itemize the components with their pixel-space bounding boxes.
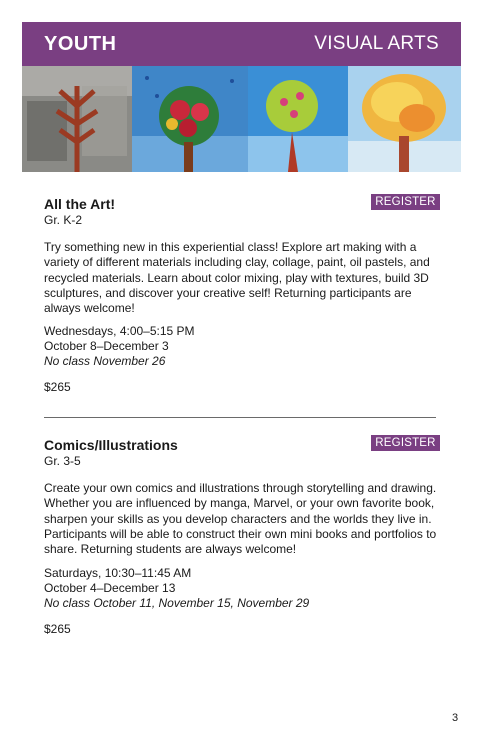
- register-button[interactable]: REGISTER: [371, 435, 440, 451]
- section-divider: [44, 417, 436, 418]
- section-banner: [22, 22, 461, 66]
- course-description: Create your own comics and illustrations through storytelling and drawing. Whether you are influenced by manga, Marvel, or your own favorite book, sharpen your skills as you develop characters and the worlds they live in. Participants will be able to construct their own mini books and portfolios to share. Returning students are always welcome!: [44, 481, 437, 557]
- course-no-class-note: No class November 26: [44, 354, 166, 368]
- page-number: 3: [452, 712, 459, 724]
- course-schedule-dates: October 8–December 3: [44, 339, 169, 353]
- course-schedule-day: Wednesdays, 4:00–5:15 PM: [44, 324, 195, 338]
- course-schedule-day: Saturdays, 10:30–11:45 AM: [44, 566, 192, 580]
- course-grade: Gr. 3-5: [44, 454, 81, 468]
- course-description: Try something new in this experiential class! Explore art making with a variety of different materials including clay, collage, paint, oil pastels, and recycled materials. Learn about color mixing, play with textures, build 3D sculptures, and discover your creative self! Returning participants are always welcome!: [44, 240, 430, 316]
- children-tree-paintings-image: [22, 66, 461, 172]
- course-all-the-art: [44, 196, 440, 228]
- course-title: All the Art!: [44, 196, 116, 212]
- course-price: $265: [44, 622, 71, 636]
- register-button[interactable]: REGISTER: [371, 194, 440, 210]
- course-grade: Gr. K-2: [44, 213, 83, 227]
- course-price: $265: [44, 380, 71, 394]
- course-schedule-dates: October 4–December 13: [44, 581, 176, 595]
- course-comics-illustrations: [44, 437, 440, 469]
- course-no-class-note: No class October 11, November 15, November 29: [44, 596, 310, 610]
- discipline-label: VISUAL ARTS: [314, 33, 439, 54]
- category-label: YOUTH: [44, 32, 117, 55]
- course-title: Comics/Illustrations: [44, 437, 178, 453]
